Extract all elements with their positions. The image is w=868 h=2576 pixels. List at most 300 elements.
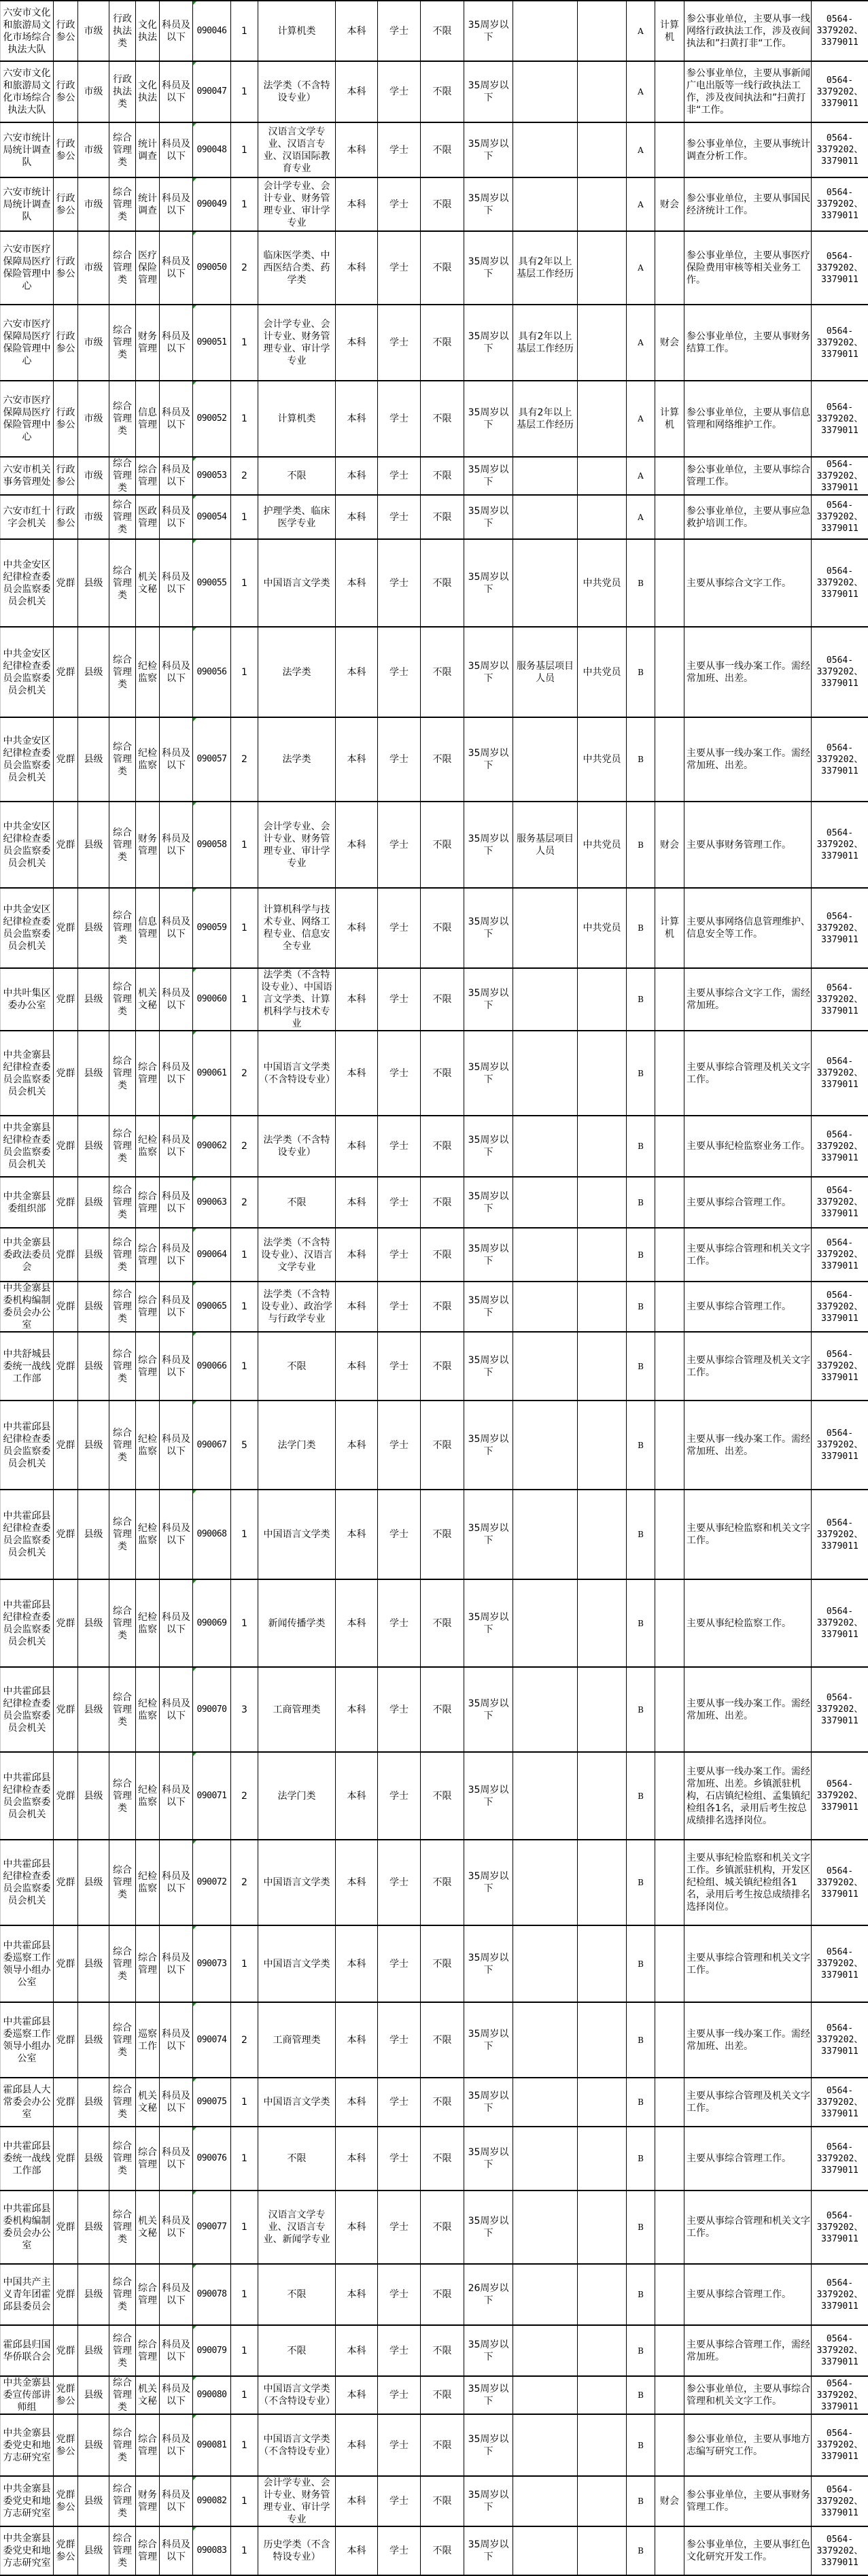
cell-nature[interactable]: 行政参公 bbox=[54, 61, 78, 122]
cell-level[interactable]: 县级 bbox=[78, 2414, 109, 2476]
cell-position[interactable]: 综合管理 bbox=[136, 457, 160, 495]
cell-education[interactable]: 本科 bbox=[336, 539, 378, 627]
cell-position[interactable]: 纪检监察 bbox=[136, 1667, 160, 1752]
cell-education[interactable]: 本科 bbox=[336, 1490, 378, 1579]
cell-code[interactable]: 090068 bbox=[193, 1490, 231, 1579]
cell-exam-class[interactable]: B bbox=[627, 1116, 655, 1177]
cell-experience[interactable] bbox=[513, 1332, 578, 1401]
cell-position[interactable]: 综合管理 bbox=[136, 1177, 160, 1228]
cell-unit[interactable]: 中共霍邱县委统一战线工作部 bbox=[1, 2127, 54, 2191]
cell-unit[interactable]: 中共金寨县委组织部 bbox=[1, 1177, 54, 1228]
cell-category[interactable]: 综合管理类 bbox=[109, 1840, 136, 1925]
cell-unit[interactable]: 中共金寨县纪律检查委员会监察委员会机关 bbox=[1, 1116, 54, 1177]
cell-major[interactable]: 法学类（不含特设专业）、政治学与行政学专业 bbox=[258, 1282, 336, 1332]
cell-phone[interactable]: 0564- 3379202、 3379011 bbox=[812, 177, 868, 231]
cell-rank[interactable]: 科员及以下 bbox=[160, 1401, 193, 1490]
cell-nature[interactable]: 党群 bbox=[54, 1282, 78, 1332]
cell-code[interactable]: 090075 bbox=[193, 2078, 231, 2127]
cell-subject[interactable] bbox=[655, 1332, 684, 1401]
cell-count[interactable]: 2 bbox=[231, 231, 258, 305]
cell-count[interactable]: 1 bbox=[231, 2526, 258, 2575]
cell-nature[interactable]: 行政参公 bbox=[54, 495, 78, 539]
cell-phone[interactable]: 0564- 3379202、 3379011 bbox=[812, 1840, 868, 1925]
cell-exam-class[interactable]: B bbox=[627, 1925, 655, 2002]
cell-nature[interactable]: 党群 bbox=[54, 1031, 78, 1116]
cell-major[interactable]: 法学类（不含特设专业）、汉语言文学专业 bbox=[258, 1228, 336, 1282]
cell-position[interactable]: 纪检监察 bbox=[136, 627, 160, 717]
cell-gender[interactable]: 不限 bbox=[421, 2376, 464, 2414]
cell-political[interactable] bbox=[578, 1667, 627, 1752]
cell-nature[interactable]: 党群参公 bbox=[54, 2414, 78, 2476]
cell-exam-class[interactable]: B bbox=[627, 802, 655, 888]
cell-position[interactable]: 统计调查 bbox=[136, 177, 160, 231]
cell-rank[interactable]: 科员及以下 bbox=[160, 888, 193, 968]
cell-subject[interactable]: 计算机 bbox=[655, 381, 684, 457]
cell-level[interactable]: 县级 bbox=[78, 1667, 109, 1752]
cell-unit[interactable]: 中共金安区纪律检查委员会监察委员会机关 bbox=[1, 888, 54, 968]
cell-level[interactable]: 县级 bbox=[78, 1752, 109, 1840]
cell-category[interactable]: 综合管理类 bbox=[109, 1031, 136, 1116]
cell-gender[interactable]: 不限 bbox=[421, 1579, 464, 1667]
cell-code[interactable]: 090064 bbox=[193, 1228, 231, 1282]
cell-gender[interactable]: 不限 bbox=[421, 1401, 464, 1490]
cell-remarks[interactable]: 主要从事纪检监察和机关文字工作。乡镇派驻机构，开发区纪检组、城关镇纪检组各1名，录用后考生按总成绩排名选择岗位。 bbox=[684, 1840, 812, 1925]
cell-unit[interactable]: 中共霍邱县委巡察工作领导小组办公室 bbox=[1, 1925, 54, 2002]
cell-major[interactable]: 护理学类、临床医学专业 bbox=[258, 495, 336, 539]
cell-nature[interactable]: 党群参公 bbox=[54, 2526, 78, 2575]
cell-position[interactable]: 纪检监察 bbox=[136, 1752, 160, 1840]
cell-code[interactable]: 090055 bbox=[193, 539, 231, 627]
cell-nature[interactable]: 党群 bbox=[54, 2127, 78, 2191]
cell-political[interactable] bbox=[578, 381, 627, 457]
cell-rank[interactable]: 科员及以下 bbox=[160, 2002, 193, 2078]
cell-count[interactable]: 1 bbox=[231, 2376, 258, 2414]
cell-count[interactable]: 5 bbox=[231, 1401, 258, 1490]
cell-education[interactable]: 本科 bbox=[336, 2526, 378, 2575]
cell-political[interactable] bbox=[578, 2078, 627, 2127]
cell-major[interactable]: 法学类 bbox=[258, 627, 336, 717]
cell-code[interactable]: 090056 bbox=[193, 627, 231, 717]
cell-level[interactable]: 县级 bbox=[78, 717, 109, 802]
cell-remarks[interactable]: 主要从事综合管理工作，需经常加班。 bbox=[684, 2325, 812, 2376]
cell-major[interactable]: 中国语言文学类 bbox=[258, 539, 336, 627]
cell-nature[interactable]: 党群 bbox=[54, 2264, 78, 2325]
cell-exam-class[interactable]: B bbox=[627, 2264, 655, 2325]
cell-count[interactable]: 1 bbox=[231, 2127, 258, 2191]
cell-position[interactable]: 财务管理 bbox=[136, 2476, 160, 2526]
cell-rank[interactable]: 科员及以下 bbox=[160, 2376, 193, 2414]
cell-political[interactable] bbox=[578, 231, 627, 305]
cell-nature[interactable]: 党群 bbox=[54, 1177, 78, 1228]
cell-experience[interactable] bbox=[513, 2191, 578, 2264]
cell-remarks[interactable]: 主要从事综合文字工作。 bbox=[684, 539, 812, 627]
cell-count[interactable]: 2 bbox=[231, 1031, 258, 1116]
cell-phone[interactable]: 0564- 3379202、 3379011 bbox=[812, 122, 868, 177]
cell-rank[interactable]: 科员及以下 bbox=[160, 1752, 193, 1840]
cell-age[interactable]: 35周岁以下 bbox=[464, 2376, 513, 2414]
cell-education[interactable]: 本科 bbox=[336, 2002, 378, 2078]
cell-gender[interactable]: 不限 bbox=[421, 1490, 464, 1579]
cell-age[interactable]: 35周岁以下 bbox=[464, 2078, 513, 2127]
cell-experience[interactable] bbox=[513, 1401, 578, 1490]
cell-political[interactable] bbox=[578, 177, 627, 231]
cell-remarks[interactable]: 参公事业单位，主要从事信息管理和网络维护工作。 bbox=[684, 381, 812, 457]
cell-degree[interactable]: 学士 bbox=[378, 381, 421, 457]
cell-experience[interactable] bbox=[513, 2002, 578, 2078]
cell-nature[interactable]: 行政参公 bbox=[54, 305, 78, 381]
cell-education[interactable]: 本科 bbox=[336, 2264, 378, 2325]
cell-nature[interactable]: 党群 bbox=[54, 2325, 78, 2376]
cell-gender[interactable]: 不限 bbox=[421, 2002, 464, 2078]
cell-gender[interactable]: 不限 bbox=[421, 888, 464, 968]
cell-major[interactable]: 历史学类（不含特设专业） bbox=[258, 2526, 336, 2575]
cell-code[interactable]: 090079 bbox=[193, 2325, 231, 2376]
cell-position[interactable]: 机关文秘 bbox=[136, 2376, 160, 2414]
cell-degree[interactable]: 学士 bbox=[378, 627, 421, 717]
cell-experience[interactable]: 具有2年以上基层工作经历 bbox=[513, 305, 578, 381]
cell-experience[interactable] bbox=[513, 1031, 578, 1116]
cell-nature[interactable]: 党群 bbox=[54, 802, 78, 888]
cell-phone[interactable]: 0564- 3379202、 3379011 bbox=[812, 1332, 868, 1401]
cell-subject[interactable] bbox=[655, 1579, 684, 1667]
cell-level[interactable]: 市级 bbox=[78, 495, 109, 539]
cell-phone[interactable]: 0564- 3379202、 3379011 bbox=[812, 888, 868, 968]
cell-level[interactable]: 县级 bbox=[78, 539, 109, 627]
cell-major[interactable]: 法学类（不含特设专业） bbox=[258, 1116, 336, 1177]
cell-subject[interactable] bbox=[655, 2078, 684, 2127]
cell-position[interactable]: 医政管理 bbox=[136, 495, 160, 539]
cell-nature[interactable]: 党群 bbox=[54, 2002, 78, 2078]
cell-category[interactable]: 综合管理类 bbox=[109, 2325, 136, 2376]
cell-remarks[interactable]: 参公事业单位，主要从事财务结算工作。 bbox=[684, 305, 812, 381]
cell-major[interactable]: 中国语言文学类 bbox=[258, 1925, 336, 2002]
cell-degree[interactable]: 学士 bbox=[378, 1332, 421, 1401]
cell-political[interactable]: 中共党员 bbox=[578, 627, 627, 717]
cell-phone[interactable]: 0564- 3379202、 3379011 bbox=[812, 1667, 868, 1752]
cell-phone[interactable]: 0564- 3379202、 3379011 bbox=[812, 2376, 868, 2414]
cell-exam-class[interactable]: B bbox=[627, 1332, 655, 1401]
cell-count[interactable]: 2 bbox=[231, 1840, 258, 1925]
cell-degree[interactable]: 学士 bbox=[378, 305, 421, 381]
cell-nature[interactable]: 行政参公 bbox=[54, 231, 78, 305]
cell-major[interactable]: 中国语言文学类 bbox=[258, 2078, 336, 2127]
cell-gender[interactable]: 不限 bbox=[421, 2264, 464, 2325]
cell-category[interactable]: 综合管理类 bbox=[109, 457, 136, 495]
cell-age[interactable]: 35周岁以下 bbox=[464, 1228, 513, 1282]
cell-level[interactable]: 县级 bbox=[78, 2376, 109, 2414]
cell-subject[interactable] bbox=[655, 1840, 684, 1925]
cell-count[interactable]: 1 bbox=[231, 627, 258, 717]
cell-count[interactable]: 1 bbox=[231, 1925, 258, 2002]
cell-unit[interactable]: 中共金寨县委政法委员会 bbox=[1, 1228, 54, 1282]
cell-level[interactable]: 市级 bbox=[78, 381, 109, 457]
cell-age[interactable]: 35周岁以下 bbox=[464, 2325, 513, 2376]
cell-education[interactable]: 本科 bbox=[336, 2476, 378, 2526]
cell-phone[interactable]: 0564- 3379202、 3379011 bbox=[812, 1228, 868, 1282]
cell-age[interactable]: 35周岁以下 bbox=[464, 457, 513, 495]
cell-unit[interactable]: 霍邱县人大常委会办公室 bbox=[1, 2078, 54, 2127]
cell-level[interactable]: 县级 bbox=[78, 1840, 109, 1925]
cell-exam-class[interactable]: B bbox=[627, 2526, 655, 2575]
cell-unit[interactable]: 六安市红十字会机关 bbox=[1, 495, 54, 539]
cell-exam-class[interactable]: B bbox=[627, 1177, 655, 1228]
cell-level[interactable]: 县级 bbox=[78, 1332, 109, 1401]
cell-exam-class[interactable]: B bbox=[627, 1031, 655, 1116]
cell-degree[interactable]: 学士 bbox=[378, 2476, 421, 2526]
cell-age[interactable]: 35周岁以下 bbox=[464, 1031, 513, 1116]
cell-unit[interactable]: 六安市医疗保障局医疗保险管理中心 bbox=[1, 381, 54, 457]
cell-phone[interactable]: 0564- 3379202、 3379011 bbox=[812, 2002, 868, 2078]
cell-degree[interactable]: 学士 bbox=[378, 177, 421, 231]
cell-subject[interactable] bbox=[655, 1228, 684, 1282]
cell-rank[interactable]: 科员及以下 bbox=[160, 1228, 193, 1282]
cell-subject[interactable] bbox=[655, 61, 684, 122]
cell-major[interactable]: 不限 bbox=[258, 2325, 336, 2376]
cell-position[interactable]: 综合管理 bbox=[136, 2325, 160, 2376]
cell-age[interactable]: 35周岁以下 bbox=[464, 1490, 513, 1579]
cell-count[interactable]: 2 bbox=[231, 2002, 258, 2078]
cell-nature[interactable]: 党群 bbox=[54, 1579, 78, 1667]
cell-position[interactable]: 信息管理 bbox=[136, 888, 160, 968]
cell-rank[interactable]: 科员及以下 bbox=[160, 305, 193, 381]
cell-degree[interactable]: 学士 bbox=[378, 1228, 421, 1282]
cell-exam-class[interactable]: A bbox=[627, 177, 655, 231]
cell-count[interactable]: 2 bbox=[231, 1177, 258, 1228]
cell-remarks[interactable]: 主要从事综合管理及机关文字工作。 bbox=[684, 2078, 812, 2127]
cell-rank[interactable]: 科员及以下 bbox=[160, 2476, 193, 2526]
cell-age[interactable]: 35周岁以下 bbox=[464, 968, 513, 1031]
cell-rank[interactable]: 科员及以下 bbox=[160, 1, 193, 61]
cell-remarks[interactable]: 参公事业单位，主要从事一线网络行政执法工作，涉及夜间执法和”扫黄打非“工作。 bbox=[684, 1, 812, 61]
cell-political[interactable] bbox=[578, 2191, 627, 2264]
cell-subject[interactable] bbox=[655, 122, 684, 177]
cell-gender[interactable]: 不限 bbox=[421, 1752, 464, 1840]
cell-subject[interactable] bbox=[655, 495, 684, 539]
cell-unit[interactable]: 中国共产主义青年团霍邱县委员会 bbox=[1, 2264, 54, 2325]
cell-rank[interactable]: 科员及以下 bbox=[160, 495, 193, 539]
cell-education[interactable]: 本科 bbox=[336, 1332, 378, 1401]
cell-position[interactable]: 纪检监察 bbox=[136, 1401, 160, 1490]
cell-unit[interactable]: 六安市医疗保障局医疗保险管理中心 bbox=[1, 231, 54, 305]
cell-code[interactable]: 090053 bbox=[193, 457, 231, 495]
cell-phone[interactable]: 0564- 3379202、 3379011 bbox=[812, 2127, 868, 2191]
cell-phone[interactable]: 0564- 3379202、 3379011 bbox=[812, 1401, 868, 1490]
cell-level[interactable]: 市级 bbox=[78, 122, 109, 177]
cell-political[interactable] bbox=[578, 2376, 627, 2414]
cell-major[interactable]: 会计学专业、会计专业、财务管理专业、审计学专业 bbox=[258, 802, 336, 888]
cell-unit[interactable]: 六安市统计局统计调查队 bbox=[1, 177, 54, 231]
cell-experience[interactable] bbox=[513, 1840, 578, 1925]
cell-level[interactable]: 县级 bbox=[78, 2264, 109, 2325]
cell-phone[interactable]: 0564- 3379202、 3379011 bbox=[812, 1579, 868, 1667]
cell-political[interactable] bbox=[578, 2526, 627, 2575]
cell-phone[interactable]: 0564- 3379202、 3379011 bbox=[812, 381, 868, 457]
cell-age[interactable]: 35周岁以下 bbox=[464, 2191, 513, 2264]
cell-code[interactable]: 090080 bbox=[193, 2376, 231, 2414]
cell-exam-class[interactable]: B bbox=[627, 1752, 655, 1840]
cell-age[interactable]: 35周岁以下 bbox=[464, 61, 513, 122]
cell-count[interactable]: 1 bbox=[231, 1332, 258, 1401]
cell-level[interactable]: 县级 bbox=[78, 1116, 109, 1177]
cell-category[interactable]: 综合管理类 bbox=[109, 2002, 136, 2078]
cell-remarks[interactable]: 主要从事纪检监察工作。 bbox=[684, 1579, 812, 1667]
cell-unit[interactable]: 中共金寨县委党史和地方志研究室 bbox=[1, 2526, 54, 2575]
cell-remarks[interactable]: 参公事业单位，主要从事应急救护培训工作。 bbox=[684, 495, 812, 539]
cell-remarks[interactable]: 主要从事一线办案工作。需经常加班、出差。乡镇派驻机构，石店镇纪检组、孟集镇纪检组各1名，录用后考生按总成绩排名选择岗位。 bbox=[684, 1752, 812, 1840]
cell-political[interactable] bbox=[578, 122, 627, 177]
cell-experience[interactable] bbox=[513, 1228, 578, 1282]
cell-degree[interactable]: 学士 bbox=[378, 2376, 421, 2414]
cell-rank[interactable]: 科员及以下 bbox=[160, 1177, 193, 1228]
cell-major[interactable]: 会计学专业、会计专业、财务管理专业、审计学专业 bbox=[258, 2476, 336, 2526]
cell-category[interactable]: 行政执法类 bbox=[109, 61, 136, 122]
cell-nature[interactable]: 党群 bbox=[54, 1667, 78, 1752]
cell-gender[interactable]: 不限 bbox=[421, 968, 464, 1031]
cell-age[interactable]: 35周岁以下 bbox=[464, 177, 513, 231]
cell-political[interactable] bbox=[578, 2264, 627, 2325]
cell-count[interactable]: 1 bbox=[231, 2264, 258, 2325]
cell-remarks[interactable]: 参公事业单位，主要从事财务管理工作。 bbox=[684, 2476, 812, 2526]
cell-rank[interactable]: 科员及以下 bbox=[160, 1490, 193, 1579]
cell-exam-class[interactable]: B bbox=[627, 2376, 655, 2414]
cell-category[interactable]: 综合管理类 bbox=[109, 2376, 136, 2414]
cell-code[interactable]: 090062 bbox=[193, 1116, 231, 1177]
cell-position[interactable]: 统计调查 bbox=[136, 122, 160, 177]
cell-code[interactable]: 090051 bbox=[193, 305, 231, 381]
cell-experience[interactable]: 具有2年以上基层工作经历 bbox=[513, 381, 578, 457]
cell-degree[interactable]: 学士 bbox=[378, 1490, 421, 1579]
cell-phone[interactable]: 0564- 3379202、 3379011 bbox=[812, 2476, 868, 2526]
cell-category[interactable]: 综合管理类 bbox=[109, 1282, 136, 1332]
cell-position[interactable]: 财务管理 bbox=[136, 305, 160, 381]
cell-rank[interactable]: 科员及以下 bbox=[160, 2127, 193, 2191]
cell-remarks[interactable]: 主要从事综合管理及机关文字工作。 bbox=[684, 1031, 812, 1116]
cell-nature[interactable]: 党群 bbox=[54, 968, 78, 1031]
cell-unit[interactable]: 中共叶集区委办公室 bbox=[1, 968, 54, 1031]
cell-code[interactable]: 090067 bbox=[193, 1401, 231, 1490]
cell-phone[interactable]: 0564- 3379202、 3379011 bbox=[812, 1177, 868, 1228]
cell-unit[interactable]: 中共霍邱县纪律检查委员会监察委员会机关 bbox=[1, 1490, 54, 1579]
cell-political[interactable] bbox=[578, 1490, 627, 1579]
cell-rank[interactable]: 科员及以下 bbox=[160, 1925, 193, 2002]
cell-remarks[interactable]: 主要从事纪检监察和机关文字工作。 bbox=[684, 1490, 812, 1579]
cell-category[interactable]: 综合管理类 bbox=[109, 2191, 136, 2264]
cell-phone[interactable]: 0564- 3379202、 3379011 bbox=[812, 1031, 868, 1116]
cell-degree[interactable]: 学士 bbox=[378, 1401, 421, 1490]
cell-education[interactable]: 本科 bbox=[336, 1, 378, 61]
cell-code[interactable]: 090082 bbox=[193, 2476, 231, 2526]
cell-education[interactable]: 本科 bbox=[336, 381, 378, 457]
cell-category[interactable]: 综合管理类 bbox=[109, 1667, 136, 1752]
cell-count[interactable]: 3 bbox=[231, 1667, 258, 1752]
cell-phone[interactable]: 0564- 3379202、 3379011 bbox=[812, 1925, 868, 2002]
cell-subject[interactable] bbox=[655, 457, 684, 495]
cell-category[interactable]: 综合管理类 bbox=[109, 2414, 136, 2476]
cell-rank[interactable]: 科员及以下 bbox=[160, 1579, 193, 1667]
cell-major[interactable]: 中国语言文学类（不含特设专业） bbox=[258, 2376, 336, 2414]
cell-unit[interactable]: 中共霍邱县委巡察工作领导小组办公室 bbox=[1, 2002, 54, 2078]
cell-unit[interactable]: 中共金安区纪律检查委员会监察委员会机关 bbox=[1, 539, 54, 627]
cell-phone[interactable]: 0564- 3379202、 3379011 bbox=[812, 2191, 868, 2264]
cell-gender[interactable]: 不限 bbox=[421, 231, 464, 305]
cell-unit[interactable]: 中共霍邱县纪律检查委员会监察委员会机关 bbox=[1, 1840, 54, 1925]
cell-remarks[interactable]: 主要从事一线办案工作。需经常加班、出差。 bbox=[684, 2002, 812, 2078]
cell-major[interactable]: 中国语言文学类 bbox=[258, 1840, 336, 1925]
cell-level[interactable]: 县级 bbox=[78, 1228, 109, 1282]
cell-nature[interactable]: 行政参公 bbox=[54, 381, 78, 457]
cell-rank[interactable]: 科员及以下 bbox=[160, 539, 193, 627]
cell-gender[interactable]: 不限 bbox=[421, 457, 464, 495]
cell-exam-class[interactable]: B bbox=[627, 888, 655, 968]
cell-age[interactable]: 35周岁以下 bbox=[464, 1177, 513, 1228]
cell-education[interactable]: 本科 bbox=[336, 231, 378, 305]
cell-subject[interactable] bbox=[655, 2414, 684, 2476]
cell-gender[interactable]: 不限 bbox=[421, 381, 464, 457]
cell-experience[interactable] bbox=[513, 1925, 578, 2002]
cell-subject[interactable] bbox=[655, 1490, 684, 1579]
cell-phone[interactable]: 0564- 3379202、 3379011 bbox=[812, 1752, 868, 1840]
cell-degree[interactable]: 学士 bbox=[378, 2526, 421, 2575]
cell-political[interactable] bbox=[578, 1332, 627, 1401]
cell-position[interactable]: 纪检监察 bbox=[136, 1116, 160, 1177]
cell-category[interactable]: 综合管理类 bbox=[109, 1925, 136, 2002]
cell-gender[interactable]: 不限 bbox=[421, 2127, 464, 2191]
cell-gender[interactable]: 不限 bbox=[421, 1228, 464, 1282]
cell-exam-class[interactable]: A bbox=[627, 457, 655, 495]
cell-position[interactable]: 综合管理 bbox=[136, 1332, 160, 1401]
cell-age[interactable]: 35周岁以下 bbox=[464, 2127, 513, 2191]
cell-major[interactable]: 工商管理类 bbox=[258, 2002, 336, 2078]
cell-experience[interactable] bbox=[513, 177, 578, 231]
cell-political[interactable] bbox=[578, 2127, 627, 2191]
cell-remarks[interactable]: 参公事业单位，主要从事地方志编写研究工作。 bbox=[684, 2414, 812, 2476]
cell-gender[interactable]: 不限 bbox=[421, 61, 464, 122]
cell-unit[interactable]: 六安市机关事务管理处 bbox=[1, 457, 54, 495]
cell-political[interactable] bbox=[578, 61, 627, 122]
cell-code[interactable]: 090077 bbox=[193, 2191, 231, 2264]
cell-experience[interactable] bbox=[513, 2325, 578, 2376]
cell-unit[interactable]: 中共霍邱县纪律检查委员会监察委员会机关 bbox=[1, 1752, 54, 1840]
cell-political[interactable] bbox=[578, 2325, 627, 2376]
cell-level[interactable]: 县级 bbox=[78, 1282, 109, 1332]
cell-category[interactable]: 综合管理类 bbox=[109, 1490, 136, 1579]
cell-degree[interactable]: 学士 bbox=[378, 2191, 421, 2264]
cell-exam-class[interactable]: B bbox=[627, 2476, 655, 2526]
cell-experience[interactable] bbox=[513, 1282, 578, 1332]
cell-experience[interactable] bbox=[513, 968, 578, 1031]
cell-level[interactable]: 县级 bbox=[78, 2325, 109, 2376]
cell-subject[interactable] bbox=[655, 1116, 684, 1177]
cell-nature[interactable]: 党群 bbox=[54, 1401, 78, 1490]
cell-position[interactable]: 综合管理 bbox=[136, 2414, 160, 2476]
cell-degree[interactable]: 学士 bbox=[378, 1031, 421, 1116]
cell-nature[interactable]: 行政参公 bbox=[54, 457, 78, 495]
cell-degree[interactable]: 学士 bbox=[378, 802, 421, 888]
cell-count[interactable]: 1 bbox=[231, 305, 258, 381]
cell-unit[interactable]: 中共金寨县纪律检查委员会监察委员会机关 bbox=[1, 1031, 54, 1116]
cell-education[interactable]: 本科 bbox=[336, 1116, 378, 1177]
cell-position[interactable]: 机关文秘 bbox=[136, 2078, 160, 2127]
cell-category[interactable]: 综合管理类 bbox=[109, 1228, 136, 1282]
cell-age[interactable]: 35周岁以下 bbox=[464, 495, 513, 539]
cell-phone[interactable]: 0564- 3379202、 3379011 bbox=[812, 457, 868, 495]
cell-education[interactable]: 本科 bbox=[336, 305, 378, 381]
cell-rank[interactable]: 科员及以下 bbox=[160, 2191, 193, 2264]
cell-level[interactable]: 市级 bbox=[78, 177, 109, 231]
cell-education[interactable]: 本科 bbox=[336, 61, 378, 122]
cell-level[interactable]: 县级 bbox=[78, 2526, 109, 2575]
cell-gender[interactable]: 不限 bbox=[421, 1840, 464, 1925]
